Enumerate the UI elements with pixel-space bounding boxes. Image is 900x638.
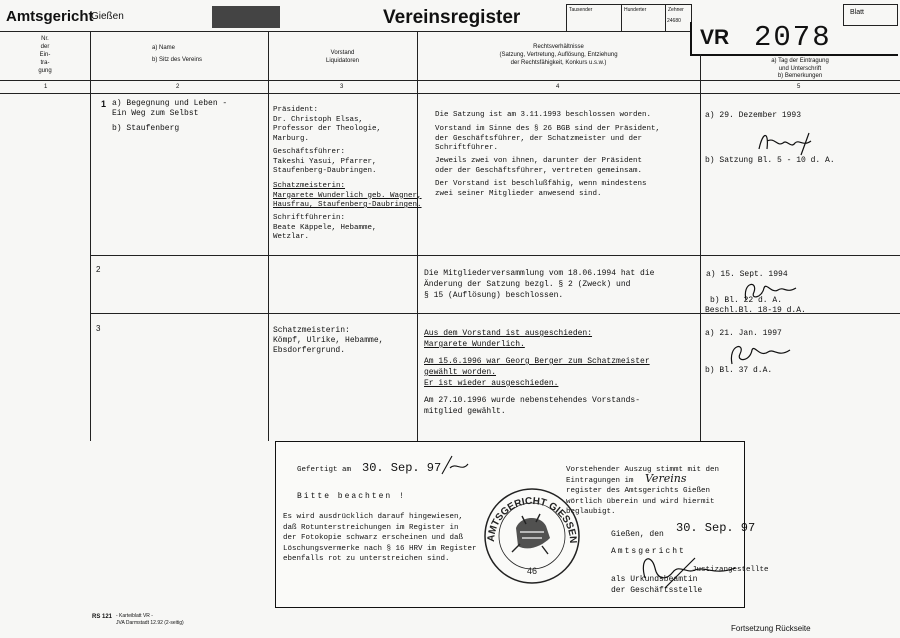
entry-1-tag: a) 29. Dezember 1993	[705, 111, 802, 120]
digits-label-thousands: Tausender	[569, 7, 593, 13]
col-number-4: 4	[556, 84, 560, 90]
entry-3-vorstand: Schatzmeisterin: Kömpf, Ulrike, Hebamme, Ebsdorfergrund.	[273, 326, 384, 355]
gefertigt-label: Gefertigt am	[297, 466, 352, 474]
col-number-2: 2	[176, 84, 180, 90]
entry-1-vorstand-schriftfuehrerin: Schriftführerin: Beate Käppele, Hebamme, Wetzlar.	[273, 214, 377, 241]
ort-date: 30. Sep. 97	[676, 521, 756, 535]
entry-1-vorstand-schatzmeisterin: Schatzmeisterin: Margarete Wunderlich geb. Wagner, Hausfrau, Staufenberg-Daubringen.	[273, 182, 422, 209]
entry-2-recht: Die Mitgliederversammlung vom 18.06.1994 hat die Änderung der Satzung bezgl. § 2 (Zweck) und § 15 (Auflösung) beschlossen.	[424, 269, 655, 300]
entry-1-recht-vorstand: Vorstand im Sinne des § 26 BGB sind der Präsident, der Geschäftsführer, der Schatzmeister und der Schriftführer.	[435, 125, 661, 152]
col-header-bemerkungen: b) Bemerkungen	[777, 73, 823, 79]
entry-1-recht-vertretung: Jeweils zwei von ihnen, darunter der Präsident oder der Geschäftsführer, vertreten gemeinsam.	[435, 157, 643, 175]
entry-3-bemerkung: b) Bl. 37 d.A.	[705, 366, 773, 375]
urkund-label: als Urkundsbeamtin der Geschäftsstelle	[611, 575, 703, 595]
amtsgericht-label: Amtsgericht	[611, 547, 686, 556]
justiz-label: Justizangestellte	[692, 566, 769, 574]
entry-1-recht-satzung: Die Satzung ist am 3.11.1993 beschlossen worden.	[435, 111, 652, 119]
hinweis-text: Es wird ausdrücklich darauf hingewiesen, daß Rotunterstreichungen im Register in der Fotokopie schwarz erscheinen und daß Löschungsvermerke nach § 16 HRV im Register ebenfalls rot zu unterstreichen sind.	[283, 513, 477, 563]
register-title: Vereinsregister	[383, 7, 521, 28]
entry-3-recht-ausgeschieden: Aus dem Vorstand ist ausgeschieden: Margarete Wunderlich.	[424, 329, 593, 349]
gefertigt-date: 30. Sep. 97	[362, 461, 442, 475]
ort-label: Gießen, den	[611, 530, 664, 539]
court-seal	[482, 486, 582, 586]
entry-3-signature	[726, 340, 796, 368]
col-header-nr: Nr. der Ein- tra- gung	[38, 36, 52, 74]
entry-2-bemerkung: b) Bl. 22 d. A.	[710, 296, 783, 305]
court-label: Amtsgericht	[6, 8, 94, 25]
col-number-3: 3	[340, 84, 344, 90]
entry-3-recht-gewaehlt: Am 27.10.1996 wurde nebenstehendes Vorstands- mitglied gewählt.	[424, 396, 641, 416]
col-number-1: 1	[44, 84, 48, 90]
form-code: RS 121	[92, 614, 113, 620]
entry-1-vorstand-geschaeftsfuehrer: Geschäftsführer: Takeshi Yasui, Pfarrer, Staufenberg-Daubringen.	[273, 148, 377, 175]
redaction-bar	[212, 6, 280, 28]
col-header-tag: a) Tag der Eintragung und Unterschrift	[771, 58, 829, 72]
auszug-handwritten: Vereins	[645, 472, 687, 485]
entry-1-bemerkung: b) Satzung Bl. 5 - 10 d. A.	[705, 156, 835, 165]
entry-3-tag: a) 21. Jan. 1997	[705, 329, 782, 338]
entry-1-recht-beschlussfaehig: Der Vorstand ist beschlußfähig, wenn mindestens zwei seiner Mitglieder anwesend sind.	[435, 180, 647, 198]
bitte-beachten: Bitte beachten !	[297, 492, 406, 501]
col-header-vorstand: Vorstand Liquidatoren	[325, 50, 360, 64]
digits-label-tens: Zehner	[668, 7, 684, 13]
seal-text: AMTSGERICHT GIESSEN	[485, 495, 579, 544]
digits-box	[566, 4, 692, 31]
entry-1-vorstand-praesident: Präsident: Dr. Christoph Elsas, Professor der Theologie, Marburg.	[273, 106, 382, 143]
fortsetzung-label: Fortsetzung Rückseite	[731, 624, 811, 633]
vr-number: 2078	[754, 21, 832, 54]
col-number-5: 5	[797, 84, 801, 90]
court-city: Gießen	[91, 11, 124, 22]
col-header-sitz: b) Sitz des Vereins	[152, 57, 203, 63]
entry-2-beschluss: Beschl.Bl. 18-19 d.A.	[705, 306, 806, 315]
seal-number: 46	[526, 566, 538, 576]
vr-label: VR	[700, 26, 730, 49]
digits-value: 24680	[667, 18, 681, 24]
auszug-text: Vorstehender Auszug stimmt mit den Eintragungen im register des Amtsgerichts Gießen wörtlich überein und wird hiermit beglaubigt.	[566, 466, 720, 516]
entry-1-name: a) Begegnung und Leben - Ein Weg zum Selbst	[112, 99, 228, 118]
blatt-box	[843, 4, 898, 26]
entry-1-sitz: b) Staufenberg	[112, 124, 180, 133]
digits-label-hundreds: Hunderter	[624, 7, 647, 13]
form-lines: - Karteiblatt VR - JVA Darmstadt 12.92 (2-seitig)	[116, 613, 184, 626]
entry-2-tag: a) 15. Sept. 1994	[706, 270, 788, 279]
entry-3-number: 3	[96, 324, 101, 333]
col-header-rechtsverhaeltnisse: Rechtsverhältnisse (Satzung, Vertretung, Auflösung, Entziehung der Rechtsfähigkeit, Konkurs u.s.w.)	[499, 44, 618, 66]
entry-3-recht-berger: Am 15.6.1996 war Georg Berger zum Schatzmeister gewählt worden. Er ist wieder ausgeschieden.	[424, 357, 650, 388]
entry-2-number: 2	[96, 265, 101, 274]
entry-1-number: 1	[101, 99, 107, 109]
col-header-name: a) Name	[152, 45, 176, 51]
gefertigt-initials	[440, 454, 470, 476]
blatt-label: Blatt	[850, 9, 865, 16]
